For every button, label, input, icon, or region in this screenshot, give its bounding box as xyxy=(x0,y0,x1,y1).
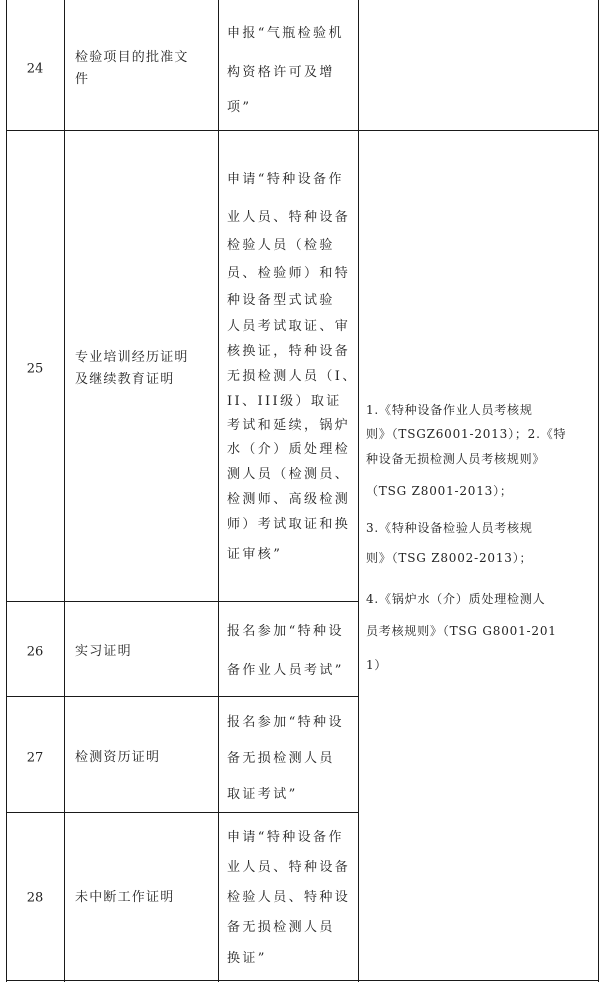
requirement-line: 水（介）质处理检 xyxy=(227,442,351,457)
requirement-line: 报名参加“特种设 xyxy=(227,715,344,730)
requirement-line: 无损检测人员（I、 xyxy=(227,369,358,384)
document-name-line: 专业培训经历证明 xyxy=(75,350,189,365)
document-name-line: 检测资历证明 xyxy=(75,750,161,765)
requirement-line: 师）考试取证和换 xyxy=(227,517,351,532)
document-name-line: 实习证明 xyxy=(75,644,132,659)
document-name-line: 件 xyxy=(75,72,90,87)
requirement-line: 项” xyxy=(227,100,252,115)
requirement-line: 人员考试取证、审 xyxy=(227,319,351,334)
row-divider-26-27 xyxy=(6,696,359,697)
row-divider-27-28 xyxy=(6,812,359,813)
requirement-line: 员、检验师）和特 xyxy=(227,266,351,281)
document-name-cell xyxy=(75,747,215,769)
row-number: 28 xyxy=(26,890,44,906)
regulation-line: 3.《特种设备检验人员考核规 xyxy=(366,521,533,535)
regulation-line: 员考核规则》（TSG G8001-201 xyxy=(366,624,557,638)
document-name-cell xyxy=(75,641,215,663)
requirement-line: 检测师、高级检测 xyxy=(227,492,351,507)
requirement-line: 备无损检测人员 xyxy=(227,920,335,935)
requirement-line: 测人员（检测员、 xyxy=(227,467,351,482)
requirement-line: 申报“气瓶检验机 xyxy=(227,26,344,41)
requirement-line: 换证” xyxy=(227,951,267,966)
requirement-line: 取证考试” xyxy=(227,787,298,802)
document-name-line: 及继续教育证明 xyxy=(75,372,175,387)
requirement-line: 备作业人员考试” xyxy=(227,663,344,678)
requirement-line: 申请“特种设备作 xyxy=(227,830,344,845)
requirement-line: 检验人员、特种设 xyxy=(227,890,351,905)
regulation-line: 种设备无损检测人员考核规则》 xyxy=(366,452,546,466)
requirement-line: 证审核” xyxy=(227,547,283,562)
regulation-line: 则》（TSGZ6001-2013）；2.《特 xyxy=(366,427,567,441)
table-border-right xyxy=(598,0,599,982)
requirement-line: 考试和延续，锅炉 xyxy=(227,418,351,433)
row-divider-24-25 xyxy=(6,130,599,131)
table-border-bottom xyxy=(6,980,599,981)
requirement-line: 申请“特种设备作 xyxy=(227,172,344,187)
requirement-line: 业人员、特种设备 xyxy=(227,210,351,225)
column-divider-name xyxy=(218,0,219,982)
regulation-line: （TSG Z8001-2013）； xyxy=(366,484,513,498)
column-divider-number xyxy=(64,0,65,982)
document-name-cell xyxy=(75,347,215,391)
row-number: 25 xyxy=(26,361,44,377)
regulation-line: 则》（TSG Z8002-2013）； xyxy=(366,551,533,565)
requirement-line: II、III级）取证 xyxy=(227,394,342,409)
document-name-line: 未中断工作证明 xyxy=(75,890,175,905)
table-border-left xyxy=(6,0,7,982)
requirement-line: 构资格许可及增 xyxy=(227,65,335,80)
row-divider-25-26 xyxy=(6,601,359,602)
document-name-cell xyxy=(75,887,215,909)
requirement-line: 备无损检测人员 xyxy=(227,751,335,766)
row-number: 27 xyxy=(26,750,44,766)
requirement-line: 核换证，特种设备 xyxy=(227,344,351,359)
row-number: 26 xyxy=(26,644,44,660)
requirement-line: 检验人员（检验 xyxy=(227,238,335,253)
column-divider-requirement xyxy=(358,0,359,982)
regulation-line: 4.《锅炉水（介）质处理检测人 xyxy=(366,592,546,606)
row-number: 24 xyxy=(26,61,44,77)
requirement-line: 业人员、特种设备 xyxy=(227,860,351,875)
document-name-line: 检验项目的批准文 xyxy=(75,50,189,65)
regulation-line: 1.《特种设备作业人员考核规 xyxy=(366,403,533,417)
regulation-line: 1） xyxy=(366,658,388,672)
document-name-cell xyxy=(75,47,215,91)
requirement-line: 报名参加“特种设 xyxy=(227,624,344,639)
requirement-line: 种设备型式试验 xyxy=(227,293,335,308)
